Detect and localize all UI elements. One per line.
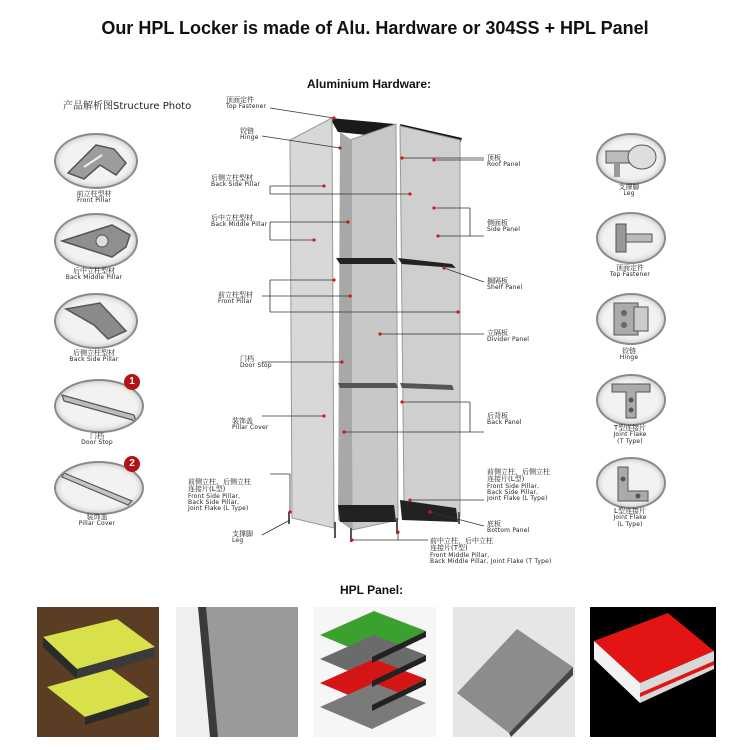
- callout-front-pillar: 前立柱型材 Front Pillar: [218, 291, 253, 306]
- page-title: Our HPL Locker is made of Alu. Hardware or 304SS + HPL Panel: [101, 18, 649, 38]
- callout-top-fastener: 顶面定件 Top Fastener: [226, 96, 267, 111]
- right-part-top-fastener: 顶面定件 Top Fastener: [609, 264, 651, 279]
- left-part-back-side-pillar: 后侧立柱型材 Back Side Pillar: [69, 349, 119, 364]
- right-side-panel: [400, 126, 460, 516]
- right-part-t-joint-flake: T型连接片 Joint Flake (T Type): [613, 424, 647, 445]
- bottom-panel-left: [338, 505, 396, 522]
- left-part-back-middle-pillar: 后中立柱型材 Back Middle Pillar: [65, 267, 123, 282]
- callout-door-stop: 门档 Door Stop: [240, 355, 272, 370]
- hpl-photo-grey-panel: [176, 607, 298, 737]
- callout-hinge: 铰链 Hinge: [240, 127, 259, 142]
- hpl-panel-heading: HPL Panel:: [340, 583, 404, 597]
- callout-l-joint-right: 前侧立柱、后侧立柱 连接片(L型) Front Side Pillar, Back Side Pillar, Joint Flake (L Type): [487, 468, 550, 503]
- middle-divider: [350, 124, 398, 530]
- callout-back-side-pillar: 后侧立柱型材 Back Side Pillar: [211, 174, 261, 189]
- aluminium-heading: Aluminium Hardware:: [307, 77, 432, 91]
- door-stop-left: [338, 383, 398, 388]
- right-part-l-joint-flake: L型连接片 Joint Flake (L Type): [613, 507, 647, 528]
- badge-1: 1: [124, 374, 140, 390]
- left-door: [290, 118, 334, 528]
- callout-l-joint-left: 前侧立柱、后侧立柱 连接片(L型) Front Side Pillar, Back Side Pillar, Joint Flake (L Type): [188, 478, 251, 513]
- callout-t-joint: 前中立柱、后中立柱 连接片(T型) Front Middle Pillar, Back Middle Pillar, Joint Flake (T Type): [430, 537, 552, 565]
- right-part-leg: 支撑脚 Leg: [618, 183, 640, 198]
- right-part-hinge: 铰链 Hinge: [619, 347, 639, 362]
- badge-2: 2: [124, 456, 140, 472]
- callout-back-panel: 后背板 Back Panel: [487, 412, 522, 427]
- left-back-pillar: [338, 132, 352, 530]
- callout-shelf-panel: 搁隔板 Shelf Panel: [487, 277, 523, 292]
- callout-side-panel: 侧面板 Side Panel: [487, 219, 521, 234]
- left-part-front-pillar: 前立柱型材 Front Pillar: [76, 190, 112, 205]
- callout-leg: 支撑脚 Leg: [232, 530, 253, 545]
- left-part-pillar-cover: 装饰盖 Pillar Cover: [78, 513, 116, 528]
- hpl-photo-yellow-panels: [37, 607, 159, 737]
- structure-label: 产品解析图Structure Photo: [63, 101, 192, 112]
- left-part-door-stop: 门档 Door Stop: [81, 432, 113, 447]
- callout-pillar-cover: 装饰盖 Pillar Cover: [232, 417, 269, 432]
- callout-divider-panel: 立隔板 Divider Panel: [487, 329, 530, 344]
- callout-roof-panel: 顶板 Roof Panel: [487, 154, 521, 169]
- callout-back-middle-pillar: 后中立柱型材 Back Middle Pillar: [211, 214, 268, 229]
- hpl-photo-texture-panel: [453, 607, 575, 737]
- callout-bottom-panel: 底板 Bottom Panel: [487, 520, 530, 535]
- hpl-photo-color-stack: [314, 607, 436, 737]
- hpl-photo-red-panel: [590, 607, 716, 737]
- shelf-left: [336, 258, 396, 264]
